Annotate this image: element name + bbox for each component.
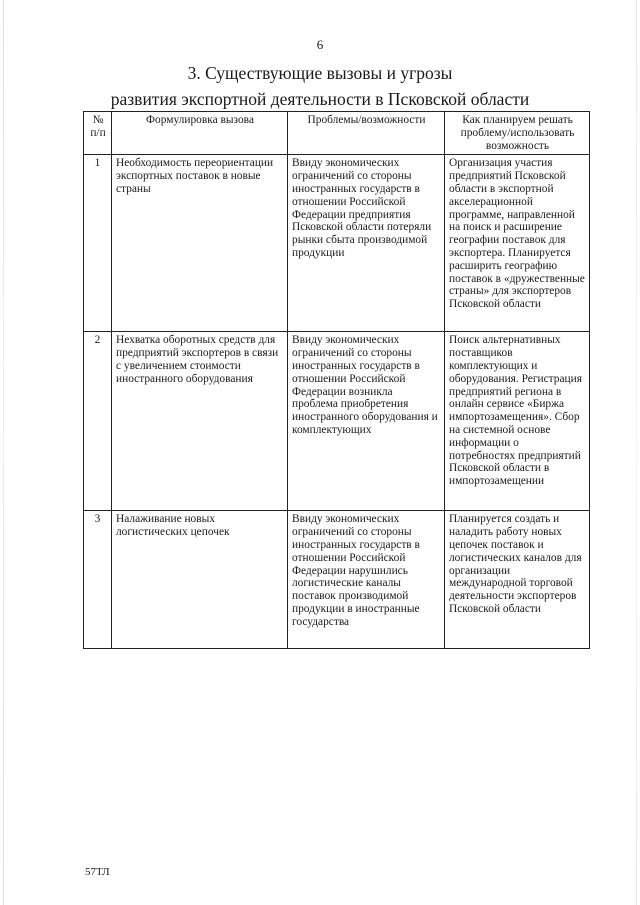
table-row (84, 155, 590, 332)
problems-cell: Ввиду экономических ограничений со стороны иностранных государств в отношении Российской Федерации нарушились логистические каналы поставок производимой продукции в иностранные государства (288, 511, 445, 649)
section-title-line-2: развития экспортной деятельности в Псковской области (110, 89, 530, 109)
problems-cell: Ввиду экономических ограничений со стороны иностранных государств в отношении Российской Федерации возникла проблема приобретения иностранного оборудования и комплектующих (288, 332, 445, 511)
solution-cell: Планируется создать и наладить работу новых цепочек поставок и логистических каналов для организации международной торговой деятельности экспортеров Псковской области (445, 511, 590, 649)
scan-edge-left (3, 0, 4, 905)
section-title-line-1: 3. Существующие вызовы и угрозы (187, 63, 453, 83)
page-number: 6 (316, 37, 324, 52)
challenge-cell: Нехватка оборотных средств для предприятий экспортеров в связи с увеличением стоимости иностранного оборудования (112, 332, 288, 511)
section-title (0, 60, 640, 112)
footer-code: 57ТЛ (85, 866, 110, 878)
challenges-table (83, 111, 590, 649)
table-row (84, 332, 590, 511)
problems-cell: Ввиду экономических ограничений со стороны иностранных государств в отношении Российской Федерации предприятия Псковской области потеряли рынки сбыта производимой продукции (288, 155, 445, 332)
header-solution: Как планируем решать проблему/использовать возможность (445, 112, 590, 155)
scan-edge-right (636, 0, 637, 905)
table-header-row (84, 112, 590, 155)
challenge-cell: Необходимость переориентации экспортных поставок в новые страны (112, 155, 288, 332)
solution-cell: Поиск альтернативных поставщиков комплектующих и оборудования. Регистрация предприятий региона в онлайн сервисе «Биржа импортозамещения». Сбор на системной основе информации о потребностях предприятий Псковской области в импортозамещении (445, 332, 590, 511)
header-problems: Проблемы/возможности (288, 112, 445, 155)
row-number: 1 (84, 155, 112, 332)
row-number: 3 (84, 511, 112, 649)
solution-cell: Организация участия предприятий Псковской области в экспортной акселерационной программе, направленной на поиск и расширение географии поставок для экспортера. Планируется расширить географию поставок в «дружественные страны» для экспортеров Псковской области (445, 155, 590, 332)
header-challenge: Формулировка вызова (112, 112, 288, 155)
table-row (84, 511, 590, 649)
row-number: 2 (84, 332, 112, 511)
challenge-cell: Налаживание новых логистических цепочек (112, 511, 288, 649)
header-number: № п/п (84, 112, 112, 155)
